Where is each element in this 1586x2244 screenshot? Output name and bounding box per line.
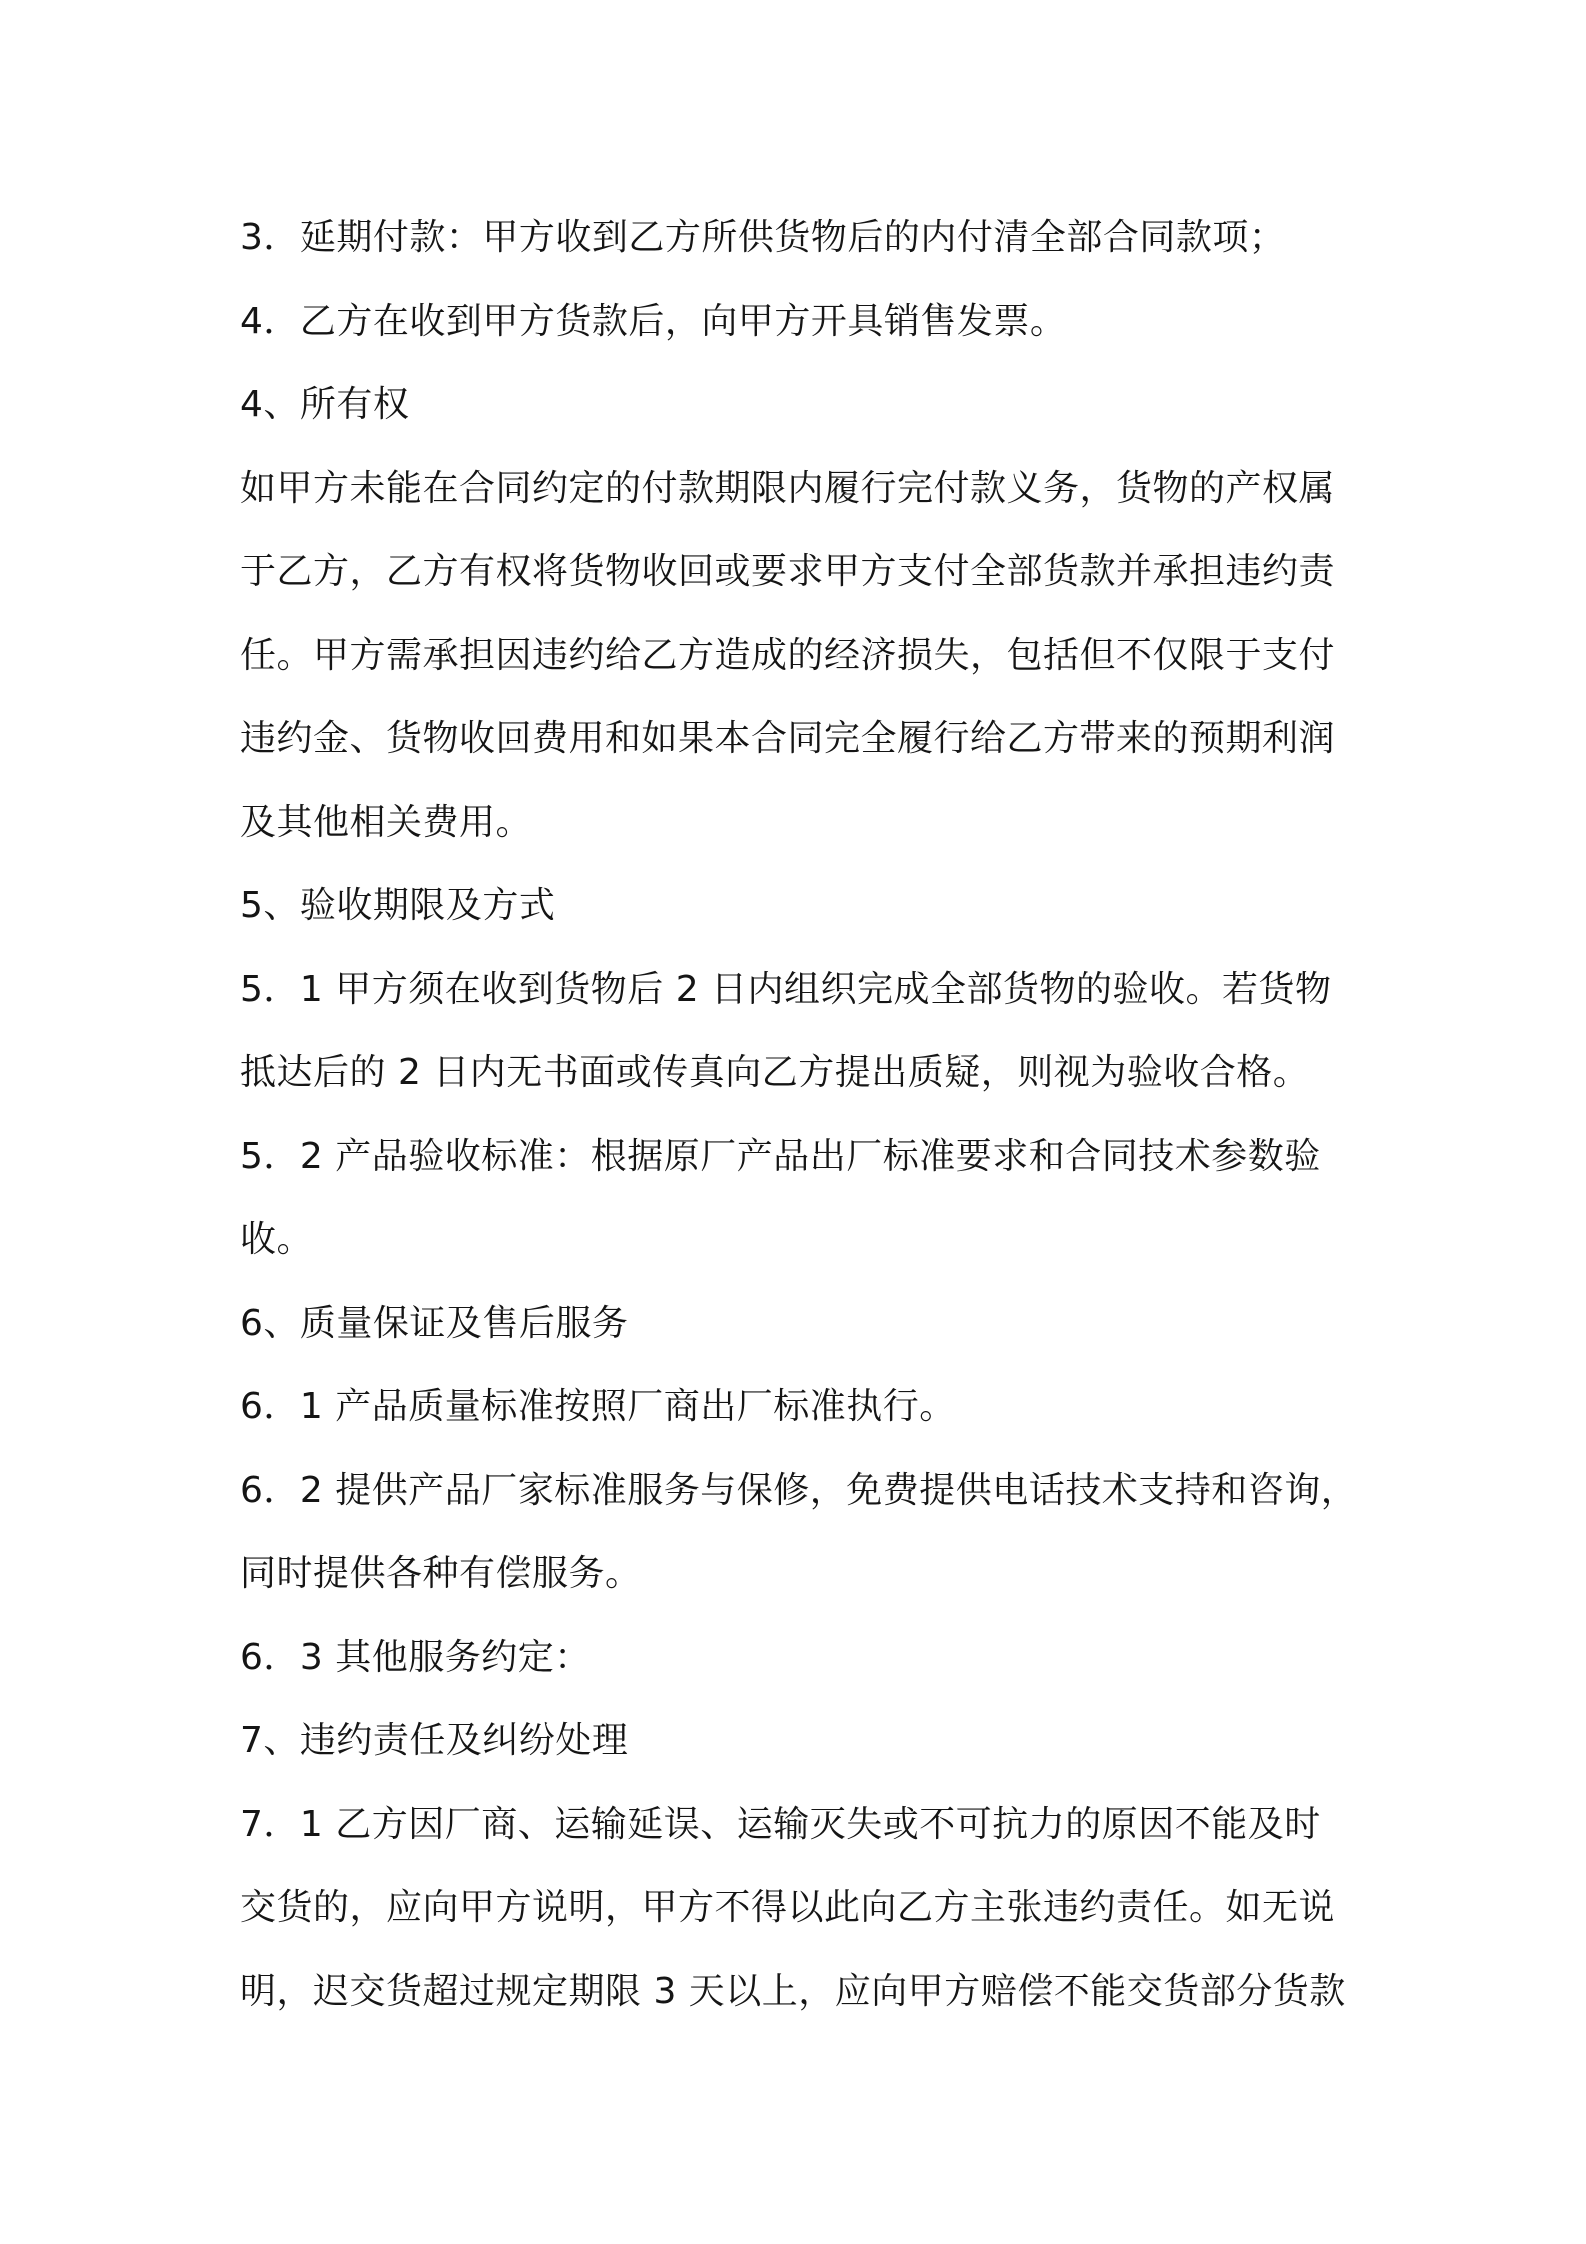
text-line: 5．2 产品验收标准：根据原厂产品出厂标准要求和合同技术参数验 xyxy=(240,1135,1321,1177)
text-line: 明，迟交货超过规定期限 3 天以上，应向甲方赔偿不能交货部分货款 xyxy=(240,1970,1346,2012)
section-heading: 6、质量保证及售后服务 xyxy=(240,1302,629,1344)
text-line: 交货的，应向甲方说明，甲方不得以此向乙方主张违约责任。如无说 xyxy=(240,1887,1336,1928)
text-line: 抵达后的 2 日内无书面或传真向乙方提出质疑，则视为验收合格。 xyxy=(240,1052,1310,1093)
text-line: 收。 xyxy=(240,1219,314,1260)
text-line: 及其他相关费用。 xyxy=(240,801,533,843)
section-heading: 5、验收期限及方式 xyxy=(240,885,556,926)
text-line: 违约金、货物收回费用和如果本合同完全履行给乙方带来的预期利润 xyxy=(240,718,1336,759)
document-body xyxy=(240,196,1360,2033)
text-line: 如甲方未能在合同约定的付款期限内履行完付款义务，货物的产权属 xyxy=(240,467,1336,509)
text-line: 于乙方，乙方有权将货物收回或要求甲方支付全部货款并承担违约责 xyxy=(240,551,1336,592)
text-line: 6．1 产品质量标准按照厂商出厂标准执行。 xyxy=(240,1386,956,1427)
text-line: 6．2 提供产品厂家标准服务与保修，免费提供电话技术支持和咨询， xyxy=(240,1469,1358,1511)
text-line: 6．3 其他服务约定： xyxy=(240,1636,591,1678)
text-line: 5．1 甲方须在收到货物后 2 日内组织完成全部货物的验收。若货物 xyxy=(240,968,1332,1010)
text-line: 3．延期付款：甲方收到乙方所供货物后的内付清全部合同款项； xyxy=(240,217,1286,258)
text-line: 同时提供各种有偿服务。 xyxy=(240,1553,642,1594)
text-line: 任。甲方需承担因违约给乙方造成的经济损失，包括但不仅限于支付 xyxy=(240,634,1336,676)
text-line: 7．1 乙方因厂商、运输延误、运输灭失或不可抗力的原因不能及时 xyxy=(240,1803,1321,1845)
text-line: 4．乙方在收到甲方货款后，向甲方开具销售发票。 xyxy=(240,300,1067,342)
section-heading: 4、所有权 xyxy=(240,384,410,425)
section-heading: 7、违约责任及纠纷处理 xyxy=(240,1720,629,1761)
